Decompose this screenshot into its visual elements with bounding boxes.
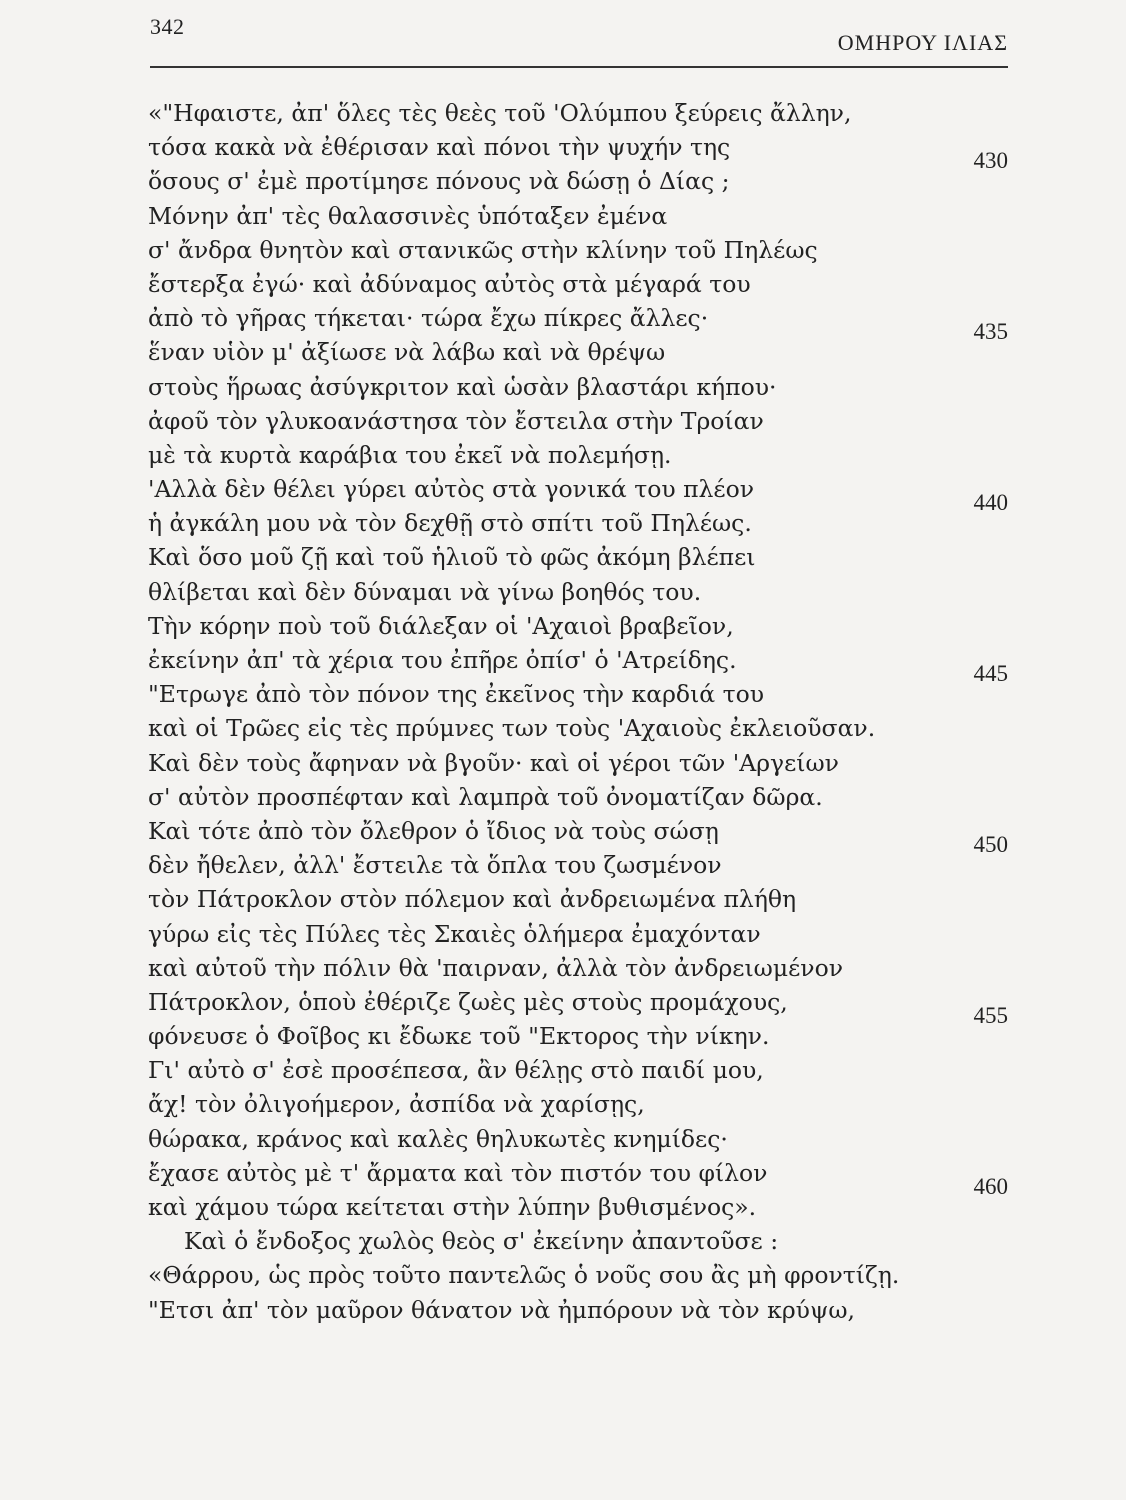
verse-line bbox=[148, 609, 1008, 643]
verse-line bbox=[148, 814, 1008, 857]
verse-text: γύρω εἰς τὲς Πύλες τὲς Σκαιὲς ὁλήμερα ἐμαχόνταν bbox=[148, 919, 761, 948]
verse-text: ἀφοῦ τὸν γλυκοανάστησα τὸν ἔστειλα στὴν Τροίαν bbox=[148, 406, 764, 435]
verse-text: ἀπὸ τὸ γῆρας τήκεται· τώρα ἔχω πίκρες ἄλλες· bbox=[148, 304, 709, 333]
verse-text: Τὴν κόρην ποὺ τοῦ διάλεξαν οἱ 'Αχαιοὶ βραβεῖον, bbox=[148, 611, 734, 640]
verse-text: "Ετρωγε ἀπὸ τὸν πόνον της ἐκεῖνος τὴν καρδιά του bbox=[148, 680, 765, 709]
verse-text: 'Αλλὰ δὲν θέλει γύρει αὐτὸς στὰ γονικά του πλέον bbox=[148, 475, 755, 504]
verse-text: Μόνην ἀπ' τὲς θαλασσινὲς ὑπόταξεν ἐμένα bbox=[148, 201, 668, 230]
line-number: 450 bbox=[973, 831, 1008, 857]
verse-line bbox=[148, 404, 1008, 438]
verse-line bbox=[148, 677, 1008, 711]
verse-text: "Ετσι ἀπ' τὸν μαῦρον θάνατον νὰ ἠμπόρουν νὰ τὸν κρύψω, bbox=[148, 1295, 856, 1324]
verse-line bbox=[148, 506, 1008, 540]
verse-text: Καὶ τότε ἀπὸ τὸν ὄλεθρον ὁ ἴδιος νὰ τοὺς σώσῃ bbox=[148, 816, 719, 845]
line-number: 460 bbox=[973, 1173, 1008, 1199]
line-number: 455 bbox=[973, 1002, 1008, 1028]
verse-text: θώρακα, κράνος καὶ καλὲς θηλυκωτὲς κνημίδες· bbox=[148, 1124, 728, 1153]
verse-line bbox=[148, 438, 1008, 472]
verse-line bbox=[148, 575, 1008, 609]
verse-text: «Θάρρου, ὡς πρὸς τοῦτο παντελῶς ὁ νοῦς σου ἂς μὴ φροντίζῃ. bbox=[148, 1261, 900, 1290]
verse-line bbox=[148, 96, 1008, 130]
verse-text: Γι' αὐτὸ σ' ἐσὲ προσέπεσα, ἂν θέλῃς στὸ παιδί μου, bbox=[148, 1056, 764, 1085]
verse-line bbox=[148, 643, 1008, 686]
verse-line bbox=[148, 164, 1008, 198]
verse-line bbox=[148, 370, 1008, 404]
verse-line bbox=[148, 267, 1008, 301]
verse-line bbox=[148, 780, 1008, 814]
verse-text: καὶ οἱ Τρῶες εἰς τὲς πρύμνες των τοὺς 'Αχαιοὺς ἐκλειοῦσαν. bbox=[148, 714, 876, 743]
verse-text: ἔστερξα ἐγώ· καὶ ἀδύναμος αὐτὸς στὰ μέγαρά του bbox=[148, 269, 751, 298]
verse-line bbox=[148, 1122, 1008, 1156]
verse-line bbox=[148, 985, 1008, 1028]
verse-text: τὸν Πάτροκλον στὸν πόλεμον καὶ ἀνδρειωμένα πλήθη bbox=[148, 885, 797, 914]
page-number: 342 bbox=[150, 14, 185, 39]
verse-text: ἔχασε αὐτὸς μὲ τ' ἄρματα καὶ τὸν πιστόν του φίλον bbox=[148, 1158, 768, 1187]
verse-text: καὶ αὐτοῦ τὴν πόλιν θὰ 'παιρναν, ἀλλὰ τὸν ἀνδρειωμένον bbox=[148, 953, 844, 982]
verse-line bbox=[148, 1258, 1008, 1292]
running-title: ΟΜΗΡΟΥ ΙΛΙΑΣ bbox=[837, 30, 1008, 55]
verse-text: ἡ ἀγκάλη μου νὰ τὸν δεχθῇ στὸ σπίτι τοῦ Πηλέως. bbox=[148, 509, 752, 538]
verse-text: Καὶ δὲν τοὺς ἄφηναν νὰ βγοῦν· καὶ οἱ γέροι τῶν 'Αργείων bbox=[148, 748, 839, 777]
verse-line bbox=[148, 1156, 1008, 1199]
verse-text: μὲ τὰ κυρτὰ καράβια του ἐκεῖ νὰ πολεμήσῃ. bbox=[148, 440, 672, 469]
verse-text: θλίβεται καὶ δὲν δύναμαι νὰ γίνω βοηθός του. bbox=[148, 577, 702, 606]
verse-line bbox=[148, 199, 1008, 233]
verse-line bbox=[148, 711, 1008, 745]
poem-text-block bbox=[148, 96, 1008, 1327]
verse-text: δὲν ἤθελεν, ἀλλ' ἔστειλε τὰ ὅπλα του ζωσμένον bbox=[148, 851, 722, 880]
verse-text: καὶ χάμου τώρα κείτεται στὴν λύπην βυθισμένος». bbox=[148, 1193, 757, 1221]
verse-text: «"Ηφαιστε, ἀπ' ὅλες τὲς θεὲς τοῦ 'Ολύμπου ξεύρεις ἄλλην, bbox=[148, 99, 852, 127]
verse-line bbox=[148, 882, 1008, 916]
line-number: 435 bbox=[973, 319, 1008, 345]
verse-line bbox=[148, 130, 1008, 174]
verse-text: ἄχ! τὸν ὀλιγοήμερον, ἀσπίδα νὰ χαρίσῃς, bbox=[148, 1090, 645, 1119]
verse-text: σ' ἄνδρα θνητὸν καὶ στανικῶς στὴν κλίνην τοῦ Πηλέως bbox=[148, 235, 818, 264]
verse-line bbox=[148, 540, 1008, 574]
verse-text: Πάτροκλον, ὁποὺ ἐθέριζε ζωὲς μὲς στοὺς προμάχους, bbox=[148, 987, 788, 1016]
verse-line bbox=[148, 848, 1008, 882]
verse-text: ἐκείνην ἀπ' τὰ χέρια του ἐπῆρε ὀπίσ' ὁ 'Ατρείδης. bbox=[148, 646, 737, 674]
line-number: 445 bbox=[973, 661, 1008, 686]
header-rule bbox=[150, 66, 1008, 68]
verse-line bbox=[148, 1053, 1008, 1087]
verse-text: τόσα κακὰ νὰ ἐθέρισαν καὶ πόνοι τὴν ψυχήν της bbox=[148, 133, 731, 162]
verse-text: στοὺς ἥρωας ἀσύγκριτον καὶ ὡσὰν βλαστάρι κήπου· bbox=[148, 372, 777, 401]
verse-line bbox=[148, 746, 1008, 780]
verse-text: Καὶ ὁ ἔνδοξος χωλὸς θεὸς σ' ἐκείνην ἀπαντοῦσε : bbox=[184, 1227, 779, 1256]
verse-line bbox=[148, 301, 1008, 345]
verse-line bbox=[148, 335, 1008, 369]
verse-line bbox=[148, 1190, 1008, 1224]
verse-text: Καὶ ὅσο μοῦ ζῇ καὶ τοῦ ἡλιοῦ τὸ φῶς ἀκόμη βλέπει bbox=[148, 543, 756, 572]
verse-text: ἕναν υἱὸν μ' ἀξίωσε νὰ λάβω καὶ νὰ θρέψω bbox=[148, 338, 666, 367]
verse-text: ὅσους σ' ἐμὲ προτίμησε πόνους νὰ δώσῃ ὁ Δίας ; bbox=[148, 167, 730, 196]
verse-line bbox=[148, 1224, 1008, 1258]
verse-line bbox=[148, 1019, 1008, 1053]
verse-line bbox=[148, 917, 1008, 951]
line-number: 430 bbox=[973, 148, 1008, 174]
verse-line bbox=[148, 1293, 1008, 1327]
verse-line bbox=[148, 951, 1008, 985]
verse-line bbox=[148, 472, 1008, 516]
verse-text: σ' αὐτὸν προσπέφταν καὶ λαμπρὰ τοῦ ὀνοματίζαν δῶρα. bbox=[148, 782, 823, 811]
verse-line bbox=[148, 1087, 1008, 1121]
verse-text: φόνευσε ὁ Φοῖβος κι ἔδωκε τοῦ "Εκτορος τὴν νίκην. bbox=[148, 1022, 770, 1051]
verse-line bbox=[148, 233, 1008, 267]
line-number: 440 bbox=[973, 490, 1008, 516]
